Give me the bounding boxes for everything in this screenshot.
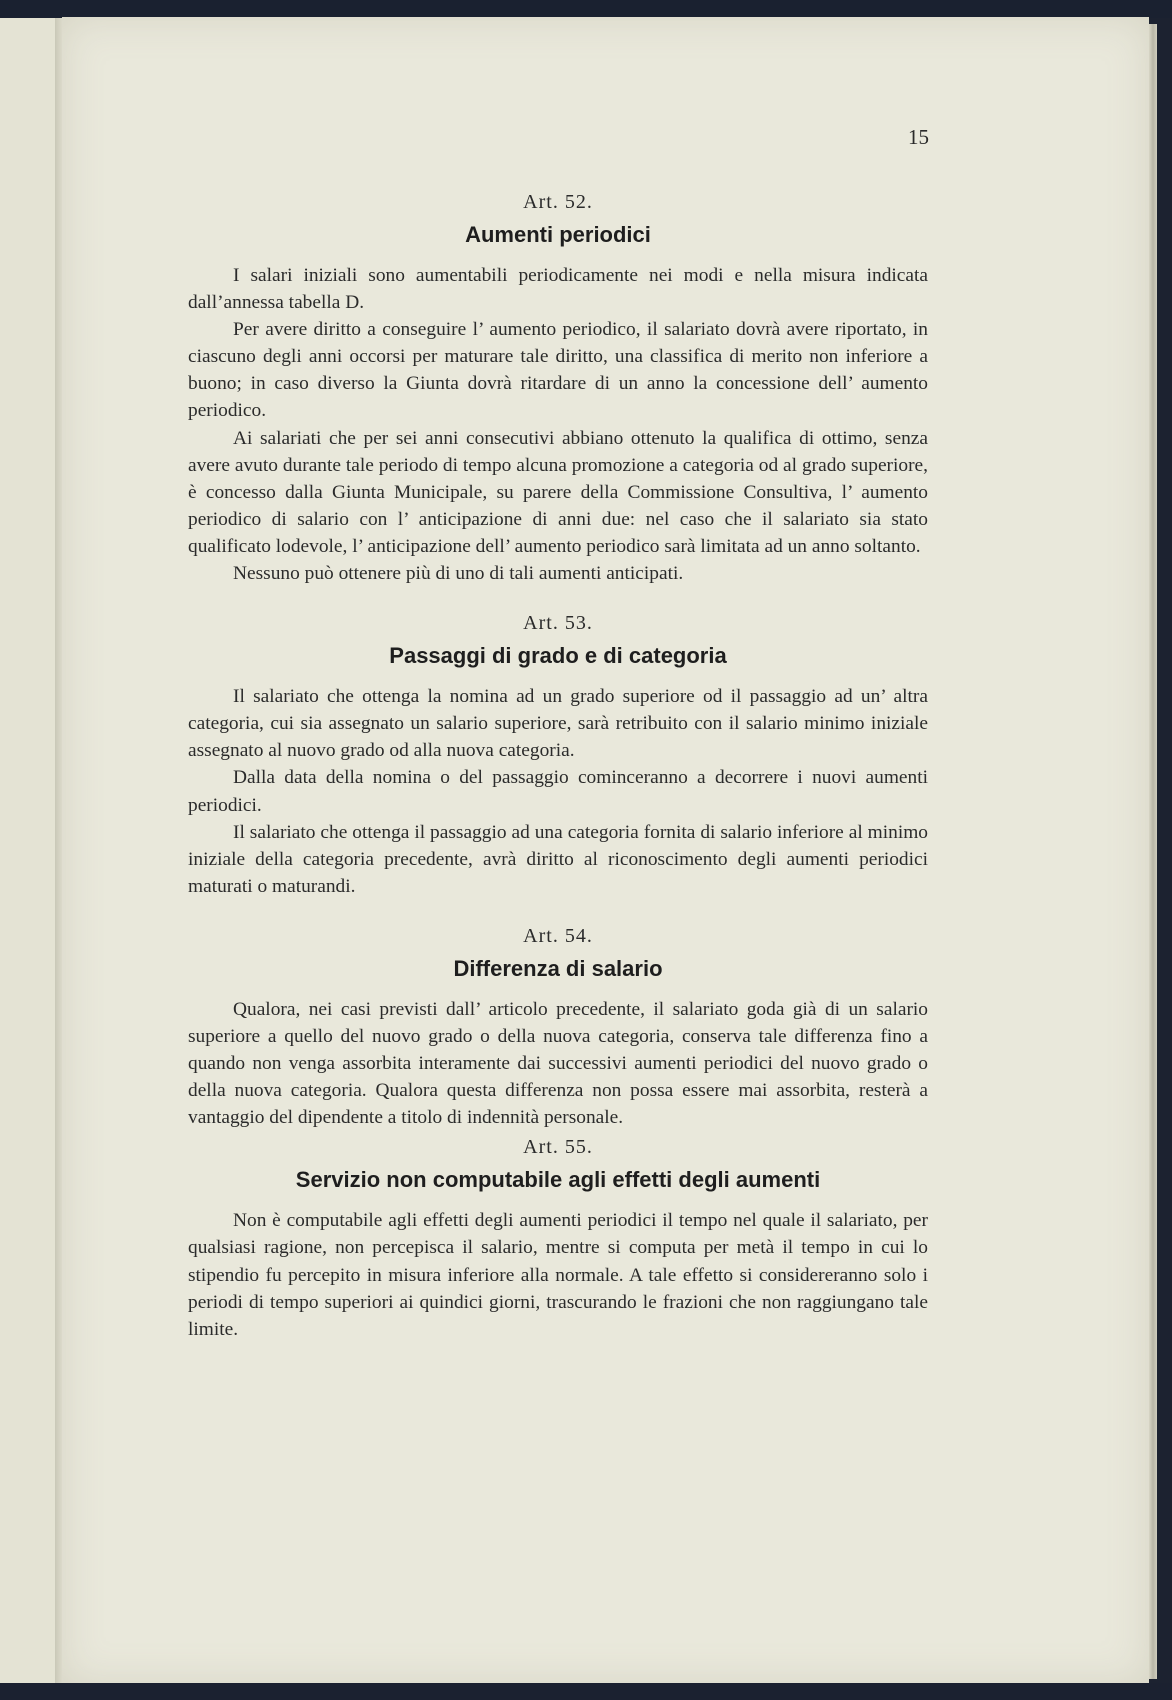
paragraph: Nessuno può ottenere più di uno di tali aumenti anticipati. xyxy=(233,563,684,585)
previous-page-edge xyxy=(0,18,62,1683)
article-54 xyxy=(188,922,928,1131)
article-label: Art. 54. xyxy=(523,924,593,947)
article-53 xyxy=(188,609,928,900)
paragraph: Per avere diritto a conseguire l’ aumento periodico, il salariato dovrà avere riportato, in ciascuno degli anni occorsi per maturare tale diritto, una classifica di merito non inferiore a buono; in caso diverso la Giunta dovrà ritardare di un anno la concessione dell’ aumento periodico. xyxy=(188,319,928,422)
spacer xyxy=(188,900,928,922)
scan-bottom-border xyxy=(0,1683,1172,1700)
article-title: Servizio non computabile agli effetti degli aumenti xyxy=(295,1167,821,1193)
page-content xyxy=(188,188,928,1343)
page-stack-edge xyxy=(1149,24,1157,1679)
paragraph: Qualora, nei casi previsti dall’ articolo precedente, il salariato goda già di un salario superiore a quello del nuovo grado o della nuova categoria, conserva tale differenza fino a quando non venga assorbita interamente dai successivi aumenti periodici del nuovo grado o della nuova categoria. Qualora questa differenza non possa essere mai assorbita, resterà a vantaggio del dipendente a titolo di indennità personale. xyxy=(188,998,928,1129)
article-title: Passaggi di grado e di categoria xyxy=(389,643,727,669)
page-number: 15 xyxy=(908,125,929,149)
article-label: Art. 55. xyxy=(523,1136,593,1159)
article-title: Differenza di salario xyxy=(453,955,663,981)
paragraph: Non è computabile agli effetti degli aumenti periodici il tempo nel quale il salariato, per qualsiasi ragione, non percepisca il salario, mentre si computa per metà il tempo in cui lo stipendio fu percepito in misura inferiore alla normale. A tale effetto si considereranno solo i periodi di tempo superiori ai quindici giorni, trascurando le frazioni che non raggiungano tale limite. xyxy=(188,1210,928,1340)
article-55 xyxy=(188,1133,928,1342)
article-52 xyxy=(188,188,928,587)
scan-top-border xyxy=(0,0,1172,18)
paragraph: Il salariato che ottenga la nomina ad un grado superiore od il passaggio ad un’ altra categoria, cui sia assegnato un salario superiore, sarà retribuito con il salario minimo iniziale assegnato al nuovo grado od alla nuova categoria. xyxy=(188,686,928,762)
paragraph: Dalla data della nomina o del passaggio cominceranno a decorrere i nuovi aumenti periodici. xyxy=(188,767,928,816)
spacer xyxy=(188,587,928,609)
article-label: Art. 52. xyxy=(523,191,593,213)
paragraph: Ai salariati che per sei anni consecutivi abbiano ottenuto la qualifica di ottimo, senza avere avuto durante tale periodo di tempo alcuna promozione a categoria od al grado superiore, è concesso dalla Giunta Municipale, su parere della Commissione Consultiva, l’ aumento periodico di salario con l’ anticipazione di anni due: nel caso che il salariato sia stato qualificato lodevole, l’ anticipazione dell’ aumento periodico sarà limitata ad un anno soltanto. xyxy=(188,427,928,557)
paragraph: Il salariato che ottenga il passaggio ad una categoria fornita di salario inferiore al minimo iniziale della categoria precedente, avrà diritto al riconoscimento degli aumenti periodici maturati o maturandi. xyxy=(188,821,928,897)
article-title: Aumenti periodici xyxy=(465,222,651,247)
article-label: Art. 53. xyxy=(523,612,593,635)
paragraph: I salari iniziali sono aumentabili periodicamente nei modi e nella misura indicata dall’annessa tabella D. xyxy=(188,265,928,314)
